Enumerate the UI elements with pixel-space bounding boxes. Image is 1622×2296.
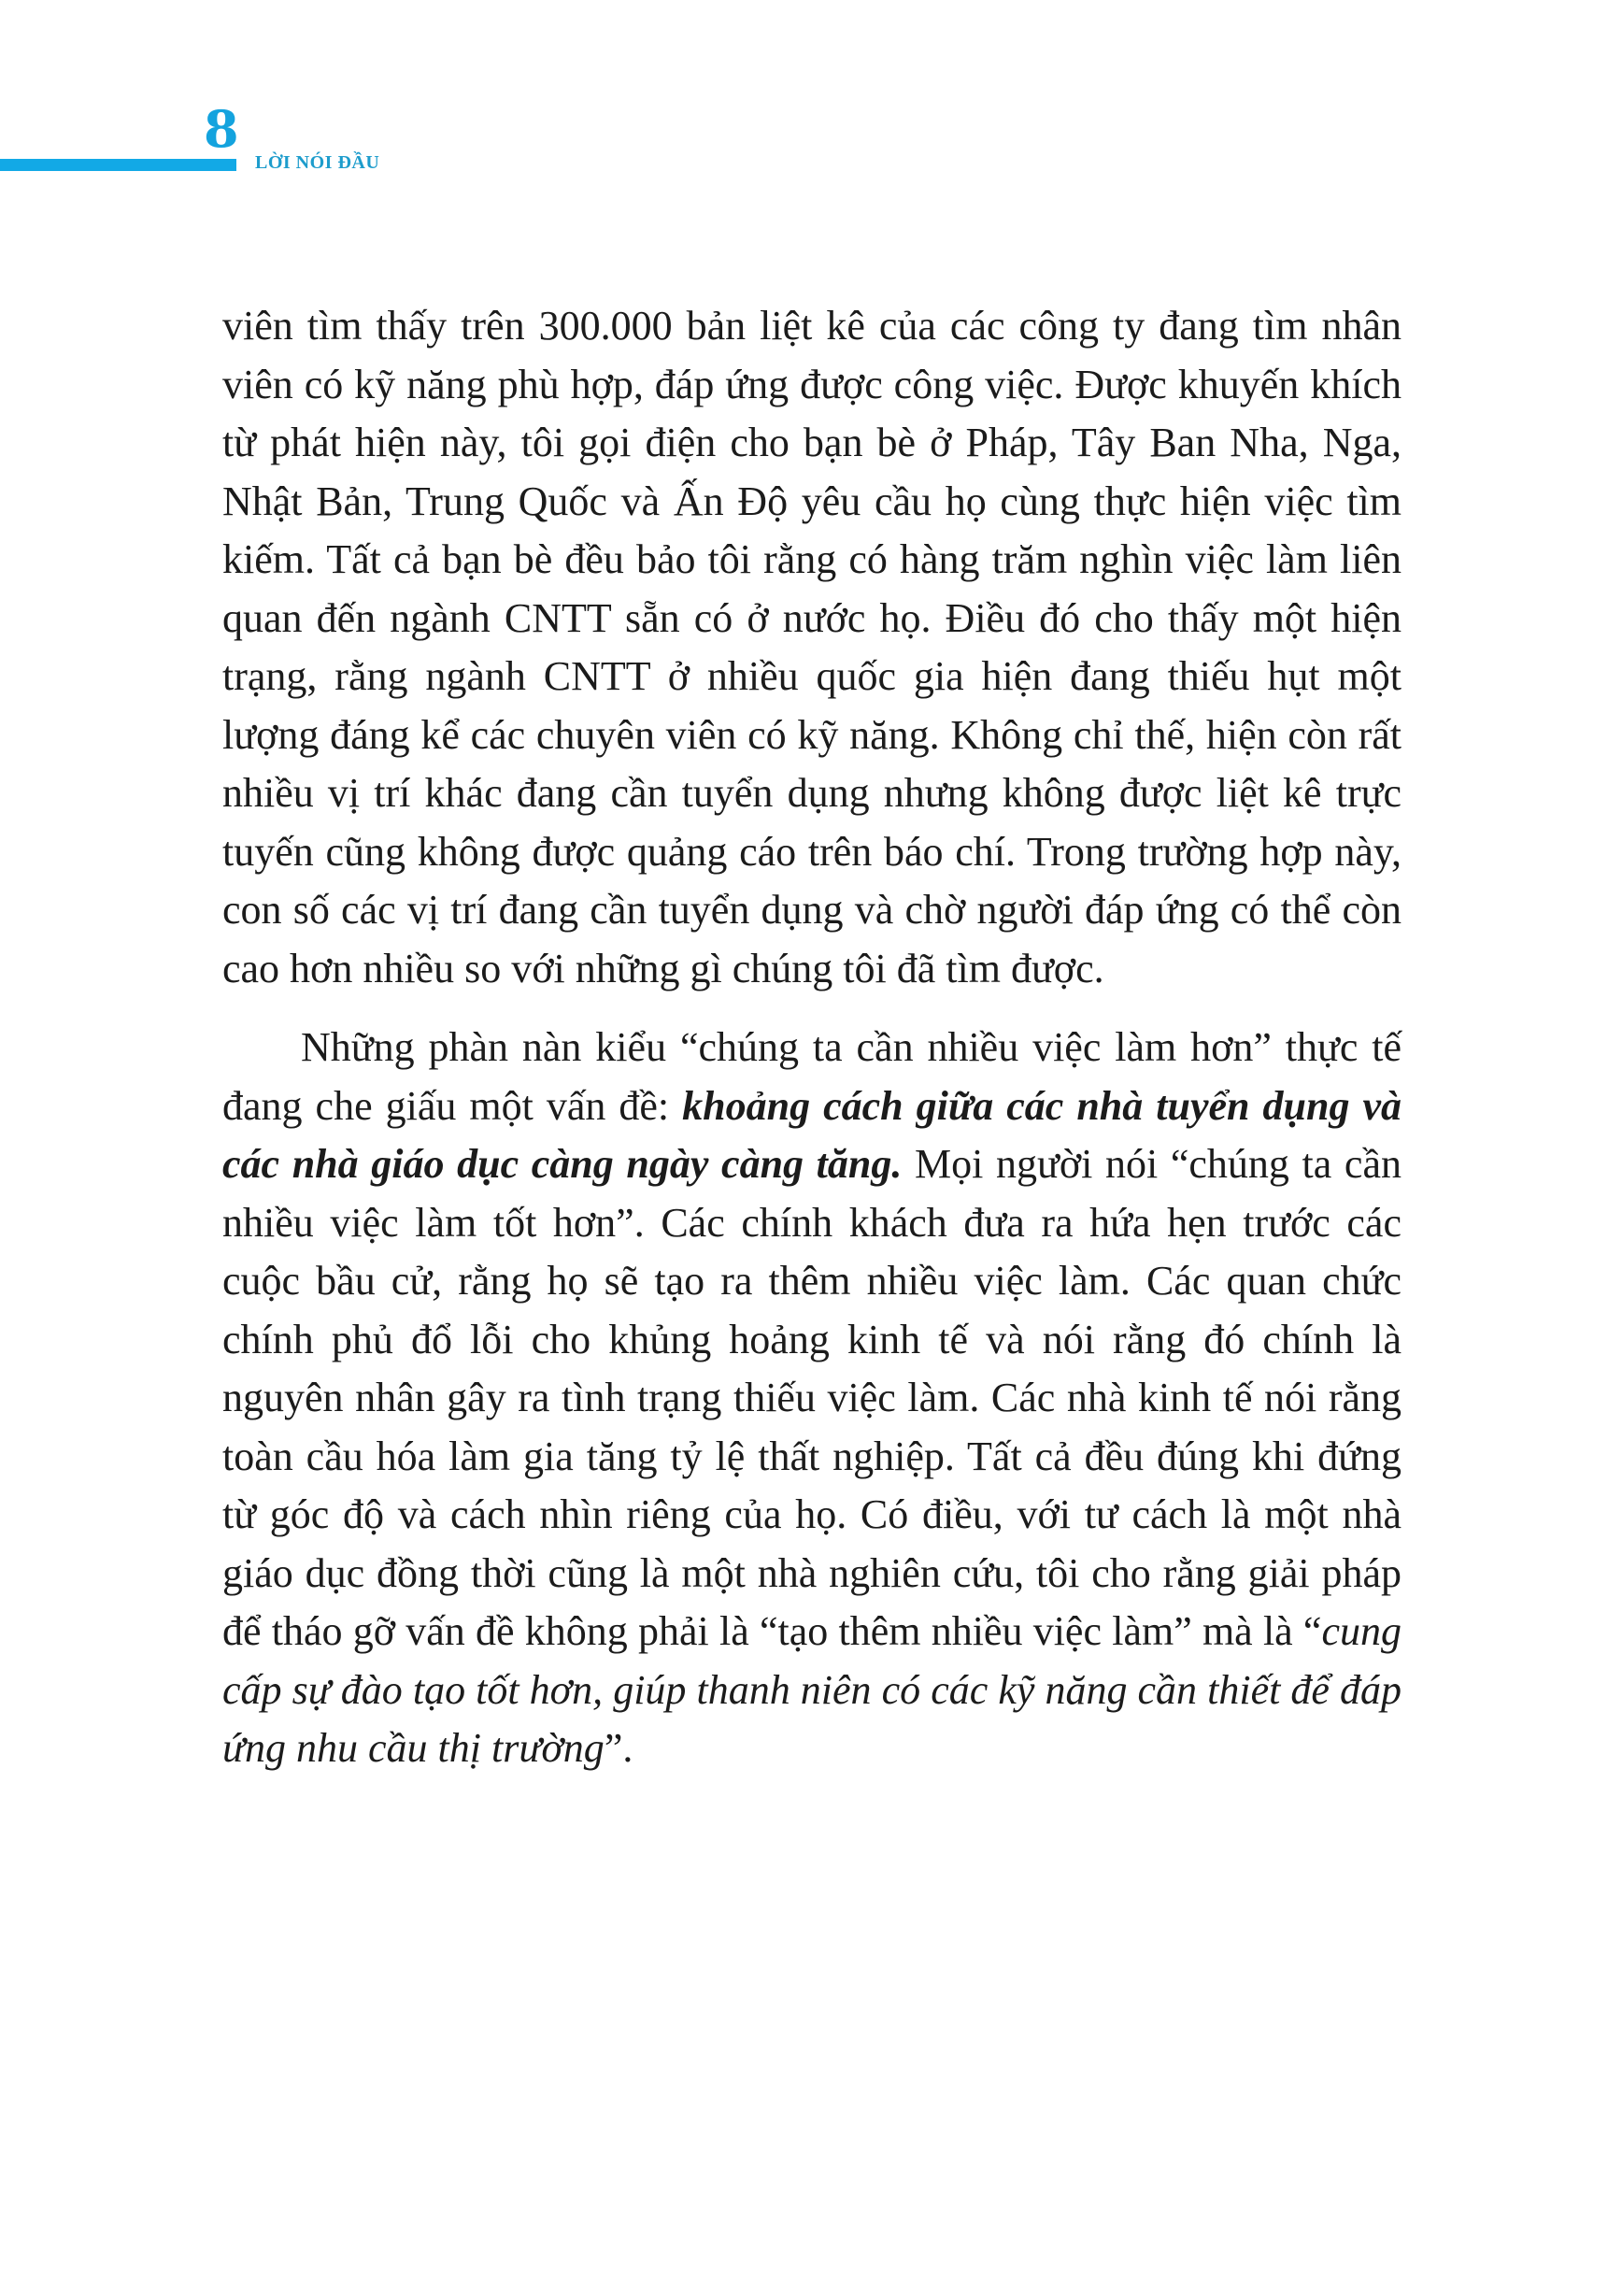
running-header-chapter-title: LỜI NÓI ĐẦU [255, 152, 380, 173]
paragraph-2-text-a: Những phàn nàn kiểu “chúng ta cần nhiều việc làm hơn” thực tế đang che giấu một vấn đề: [222, 1024, 1401, 1129]
paragraph-2-italic-quote: cung cấp sự đào tạo tốt hơn, giúp thanh niên có các kỹ năng cần thiết để đáp ứng nhu cầu thị trường [222, 1608, 1401, 1771]
paragraph-1: viên tìm thấy trên 300.000 bản liệt kê của các công ty đang tìm nhân viên có kỹ năng phù hợp, đáp ứng được công việc. Được khuyến khích từ phát hiện này, tôi gọi điện cho bạn bè ở Pháp, Tây Ban Nha, Nga, Nhật Bản, Trung Quốc và Ấn Độ yêu cầu họ cùng thực hiện việc tìm kiếm. Tất cả bạn bè đều bảo tôi rằng có hàng trăm nghìn việc làm liên quan đến ngành CNTT sẵn có ở nước họ. Điều đó cho thấy một hiện trạng, rằng ngành CNTT ở nhiều quốc gia hiện đang thiếu hụt một lượng đáng kể các chuyên viên có kỹ năng. Không chỉ thế, hiện còn rất nhiều vị trí khác đang cần tuyển dụng nhưng không được liệt kê trực tuyến cũng không được quảng cáo trên báo chí. Trong trường hợp này, con số các vị trí đang cần tuyển dụng và chờ người đáp ứng có thể còn cao hơn nhiều so với những gì chúng tôi đã tìm được. [222, 303, 1401, 991]
header-accent-bar [0, 159, 236, 171]
paragraph-2-bold-italic-emphasis: khoảng cách giữa các nhà tuyển dụng và các nhà giáo dục càng ngày càng tăng. [222, 1082, 1401, 1187]
paragraph-2-text-c: ”. [604, 1725, 633, 1771]
page-number: 8 [204, 99, 237, 159]
paragraph-2-text-b: Mọi người nói “chúng ta cần nhiều việc làm tốt hơn”. Các chính khách đưa ra hứa hẹn trước các cuộc bầu cử, rằng họ sẽ tạo ra thêm nhiều việc làm. Các quan chức chính phủ đổ lỗi cho khủng hoảng kinh tế và nói rằng đó chính là nguyên nhân gây ra tình trạng thiếu việc làm. Các nhà kinh tế nói rằng toàn cầu hóa làm gia tăng tỷ lệ thất nghiệp. Tất cả đều đúng khi đứng từ góc độ và cách nhìn riêng của họ. Có điều, với tư cách là một nhà giáo dục đồng thời cũng là một nhà nghiên cứu, tôi cho rằng giải pháp để tháo gỡ vấn đề không phải là “tạo thêm nhiều việc làm” mà là “ [222, 1141, 1401, 1654]
body-text [222, 297, 1401, 1778]
paragraph-2 [222, 1019, 1401, 1778]
